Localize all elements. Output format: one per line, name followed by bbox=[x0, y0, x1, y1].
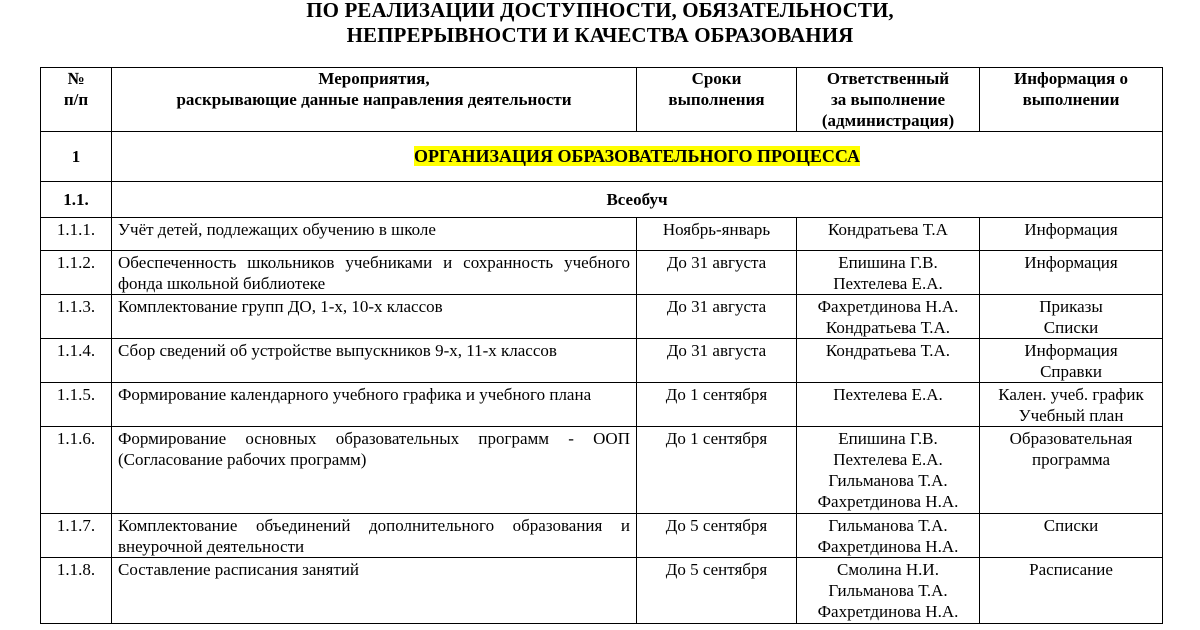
row-responsible: Епишина Г.В. Пехтелева Е.А. Гильманова Т.А. Фахретдинова Н.А. bbox=[797, 427, 980, 514]
activities-table bbox=[40, 67, 1163, 624]
table-row bbox=[41, 514, 1163, 558]
document-title-line-1: ПО РЕАЛИЗАЦИИ ДОСТУПНОСТИ, ОБЯЗАТЕЛЬНОСТИ, bbox=[306, 0, 894, 22]
table-row bbox=[41, 295, 1163, 339]
table-row bbox=[41, 427, 1163, 514]
row-responsible: Смолина Н.И. Гильманова Т.А. Фахретдинова Н.А. bbox=[797, 558, 980, 624]
row-number: 1.1.4. bbox=[41, 339, 112, 383]
row-responsible: Кондратьева Т.А bbox=[797, 218, 980, 251]
table-header-row bbox=[41, 68, 1163, 132]
header-num: № п/п bbox=[41, 68, 112, 132]
subsection-title: Всеобуч bbox=[112, 182, 1163, 218]
row-activity: Сбор сведений об устройстве выпускников 9-х, 11-х классов bbox=[112, 339, 637, 383]
row-responsible: Фахретдинова Н.А. Кондратьева Т.А. bbox=[797, 295, 980, 339]
row-activity: Обеспеченность школьников учебниками и сохранность учебного фонда школьной библиотеке bbox=[112, 251, 637, 295]
row-number: 1.1.1. bbox=[41, 218, 112, 251]
row-responsible: Пехтелева Е.А. bbox=[797, 383, 980, 427]
row-responsible: Гильманова Т.А. Фахретдинова Н.А. bbox=[797, 514, 980, 558]
row-number: 1.1.2. bbox=[41, 251, 112, 295]
row-number: 1.1.3. bbox=[41, 295, 112, 339]
row-dates: До 1 сентября bbox=[637, 383, 797, 427]
row-number: 1.1.7. bbox=[41, 514, 112, 558]
row-dates: До 1 сентября bbox=[637, 427, 797, 514]
row-info: Информация bbox=[980, 251, 1163, 295]
header-info: Информация о выполнении bbox=[980, 68, 1163, 132]
row-number: 1.1.6. bbox=[41, 427, 112, 514]
row-activity: Формирование календарного учебного графика и учебного плана bbox=[112, 383, 637, 427]
row-info: Информация bbox=[980, 218, 1163, 251]
row-responsible: Епишина Г.В. Пехтелева Е.А. bbox=[797, 251, 980, 295]
row-number: 1.1.8. bbox=[41, 558, 112, 624]
header-activity: Мероприятия, раскрывающие данные направления деятельности bbox=[112, 68, 637, 132]
row-dates: Ноябрь-январь bbox=[637, 218, 797, 251]
header-responsible: Ответственный за выполнение (администрация) bbox=[797, 68, 980, 132]
row-activity: Формирование основных образовательных программ - ООП (Согласование рабочих программ) bbox=[112, 427, 637, 514]
row-activity: Комплектование групп ДО, 1-х, 10-х классов bbox=[112, 295, 637, 339]
row-responsible: Кондратьева Т.А. bbox=[797, 339, 980, 383]
row-dates: До 31 августа bbox=[637, 251, 797, 295]
row-dates: До 31 августа bbox=[637, 339, 797, 383]
subsection-row bbox=[41, 182, 1163, 218]
document-title-line-2: НЕПРЕРЫВНОСТИ И КАЧЕСТВА ОБРАЗОВАНИЯ bbox=[346, 23, 854, 47]
table-row bbox=[41, 251, 1163, 295]
row-dates: До 31 августа bbox=[637, 295, 797, 339]
row-info: Информация Справки bbox=[980, 339, 1163, 383]
row-number: 1.1.5. bbox=[41, 383, 112, 427]
row-activity: Комплектование объединений дополнительного образования и внеурочной деятельности bbox=[112, 514, 637, 558]
table-row bbox=[41, 339, 1163, 383]
row-activity: Составление расписания занятий bbox=[112, 558, 637, 624]
section-number: 1 bbox=[41, 132, 112, 182]
subsection-number: 1.1. bbox=[41, 182, 112, 218]
row-dates: До 5 сентября bbox=[637, 558, 797, 624]
section-row bbox=[41, 132, 1163, 182]
row-activity: Учёт детей, подлежащих обучению в школе bbox=[112, 218, 637, 251]
row-dates: До 5 сентября bbox=[637, 514, 797, 558]
table-row bbox=[41, 383, 1163, 427]
row-info: Образовательная программа bbox=[980, 427, 1163, 514]
section-title: ОРГАНИЗАЦИЯ ОБРАЗОВАТЕЛЬНОГО ПРОЦЕССА bbox=[413, 146, 861, 166]
table-row bbox=[41, 218, 1163, 251]
row-info: Списки bbox=[980, 514, 1163, 558]
header-dates: Сроки выполнения bbox=[637, 68, 797, 132]
section-title-cell bbox=[112, 132, 1163, 182]
row-info: Расписание bbox=[980, 558, 1163, 624]
row-info: Приказы Списки bbox=[980, 295, 1163, 339]
row-info: Кален. учеб. график Учебный план bbox=[980, 383, 1163, 427]
table-row bbox=[41, 558, 1163, 624]
